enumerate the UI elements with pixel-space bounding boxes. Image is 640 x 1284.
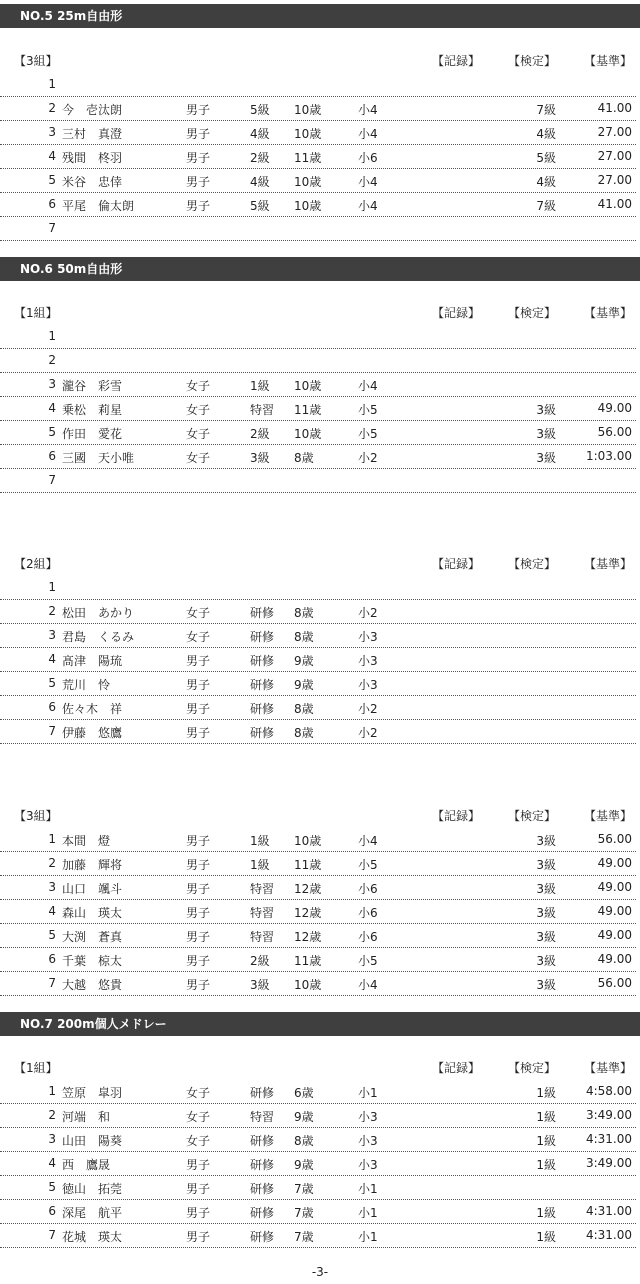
age: 10歳 [294,978,322,992]
lane-number: 3 [48,1132,56,1146]
level: 研修 [250,654,275,668]
sex: 男子 [186,978,211,992]
sex: 男子 [186,1182,211,1196]
swimmer-name: 深尾 航平 [62,1206,123,1220]
table-row [0,420,636,445]
table-row [0,168,636,193]
sex: 男子 [186,906,211,920]
swimmer-name: 千葉 椋太 [62,954,123,968]
sex: 女子 [186,451,211,465]
sex: 女子 [186,379,211,393]
lane-number: 6 [48,952,56,966]
age: 8歳 [294,606,314,620]
age: 8歳 [294,702,314,716]
age: 10歳 [294,103,322,117]
table-row [0,348,636,373]
sex: 男子 [186,954,211,968]
test-level: 3級 [536,858,556,872]
standard-time: 49.00 [597,952,632,966]
table-row [0,599,636,624]
test-level: 1級 [536,1110,556,1124]
standard-time: 41.00 [597,101,632,115]
group-name: 【1組】 [14,306,58,320]
sex: 女子 [186,427,211,441]
sex: 男子 [186,858,211,872]
level: 2級 [250,954,270,968]
standard-header: 【基準】 [584,306,633,320]
swimmer-name: 山口 颯斗 [62,882,123,896]
level: 特習 [250,1110,275,1124]
lane-number: 5 [48,676,56,690]
lane-number: 1 [48,329,56,343]
swimmer-name: 森山 瑛太 [62,906,123,920]
swimmer-name: 三國 天小唯 [62,451,135,465]
level: 研修 [250,1230,275,1244]
lane-number: 7 [48,221,56,235]
lane-number: 3 [48,125,56,139]
event-title: NO.5 25m自由形 [20,9,123,23]
swimmer-name: 伊藤 悠鷹 [62,726,123,740]
school-grade: 小3 [358,1158,378,1172]
level: 研修 [250,1134,275,1148]
age: 11歳 [294,151,322,165]
standard-time: 4:58.00 [585,1084,632,1098]
table-row [0,671,636,696]
table-row [0,96,636,121]
age: 12歳 [294,930,322,944]
school-grade: 小6 [358,930,378,944]
lane-number: 2 [48,353,56,367]
level: 3級 [250,451,270,465]
test-level: 3級 [536,954,556,968]
school-grade: 小2 [358,702,378,716]
school-grade: 小1 [358,1230,378,1244]
sex: 女子 [186,403,211,417]
level: 4級 [250,127,270,141]
lane-number: 2 [48,1108,56,1122]
level: 5級 [250,199,270,213]
group-header [0,803,640,827]
swimmer-name: 大渕 蒼真 [62,930,123,944]
table-row [0,971,636,996]
lane-number: 5 [48,1180,56,1194]
table-row [0,144,636,169]
test-level: 3級 [536,451,556,465]
sex: 女子 [186,630,211,644]
table-row [0,1127,636,1152]
table-row [0,1151,636,1176]
lane-number: 4 [48,149,56,163]
standard-header: 【基準】 [584,557,633,571]
table-row [0,899,636,924]
table-row [0,1175,636,1200]
level: 4級 [250,175,270,189]
level: 研修 [250,606,275,620]
lane-number: 4 [48,1156,56,1170]
table-row [0,468,636,493]
school-grade: 小6 [358,906,378,920]
lane-number: 3 [48,377,56,391]
lane-number: 4 [48,904,56,918]
test-level: 3級 [536,906,556,920]
group-name: 【2組】 [14,557,58,571]
age: 8歳 [294,630,314,644]
level: 研修 [250,1158,275,1172]
lane-number: 1 [48,1084,56,1098]
age: 9歳 [294,1110,314,1124]
swimmer-name: 瀧谷 彩雪 [62,379,123,393]
group-header [0,48,640,72]
test-level: 1級 [536,1158,556,1172]
swimmer-name: 河端 和 [62,1110,111,1124]
group-name: 【3組】 [14,54,58,68]
level: 研修 [250,702,275,716]
test-level: 5級 [536,151,556,165]
test-level: 1級 [536,1230,556,1244]
lane-number: 2 [48,856,56,870]
swimmer-name: 笠原 皐羽 [62,1086,123,1100]
lane-number: 6 [48,700,56,714]
age: 7歳 [294,1206,314,1220]
group-header [0,1055,640,1079]
swimmer-name: 佐々木 祥 [62,702,123,716]
swimmer-name: 大越 悠貴 [62,978,123,992]
age: 9歳 [294,654,314,668]
table-row [0,695,636,720]
table-row [0,216,636,241]
table-row [0,719,636,744]
sex: 男子 [186,930,211,944]
school-grade: 小6 [358,882,378,896]
level: 研修 [250,630,275,644]
age: 12歳 [294,882,322,896]
swimmer-name: 作田 愛花 [62,427,123,441]
test-header: 【検定】 [508,557,557,571]
test-header: 【検定】 [508,809,557,823]
lane-number: 2 [48,101,56,115]
swimmer-name: 三村 真澄 [62,127,123,141]
test-level: 7級 [536,199,556,213]
swimmer-name: 花城 瑛太 [62,1230,123,1244]
test-level: 1級 [536,1086,556,1100]
sex: 女子 [186,1134,211,1148]
school-grade: 小4 [358,834,378,848]
test-header: 【検定】 [508,1061,557,1075]
test-level: 3級 [536,882,556,896]
level: 1級 [250,858,270,872]
test-level: 4級 [536,175,556,189]
age: 8歳 [294,1134,314,1148]
school-grade: 小3 [358,1110,378,1124]
school-grade: 小4 [358,127,378,141]
age: 10歳 [294,199,322,213]
record-header: 【記録】 [432,1061,481,1075]
event-title-bar [0,257,640,281]
age: 8歳 [294,451,314,465]
age: 7歳 [294,1182,314,1196]
lane-number: 1 [48,77,56,91]
standard-time: 4:31.00 [585,1132,632,1146]
table-row [0,396,636,421]
sex: 男子 [186,726,211,740]
standard-time: 27.00 [597,149,632,163]
age: 10歳 [294,379,322,393]
table-row [0,575,636,600]
school-grade: 小2 [358,606,378,620]
level: 1級 [250,379,270,393]
record-header: 【記録】 [432,809,481,823]
lane-number: 3 [48,880,56,894]
school-grade: 小4 [358,379,378,393]
test-level: 1級 [536,1134,556,1148]
group-name: 【3組】 [14,809,58,823]
lane-number: 1 [48,580,56,594]
swimmer-name: 平尾 倫太朗 [62,199,135,213]
test-level: 3級 [536,978,556,992]
sex: 男子 [186,882,211,896]
record-header: 【記録】 [432,557,481,571]
sex: 男子 [186,1158,211,1172]
table-row [0,192,636,217]
sex: 男子 [186,654,211,668]
sex: 男子 [186,175,211,189]
level: 特習 [250,882,275,896]
level: 研修 [250,726,275,740]
level: 3級 [250,978,270,992]
table-row [0,1199,636,1224]
level: 特習 [250,403,275,417]
table-row [0,444,636,469]
standard-header: 【基準】 [584,1061,633,1075]
standard-time: 56.00 [597,976,632,990]
event-title: NO.6 50m自由形 [20,262,123,276]
test-level: 3級 [536,403,556,417]
lane-number: 7 [48,976,56,990]
age: 7歳 [294,1230,314,1244]
event-title: NO.7 200m個人メドレー [20,1017,167,1031]
age: 11歳 [294,954,322,968]
age: 10歳 [294,127,322,141]
table-row [0,1103,636,1128]
swimmer-name: 米谷 忠倖 [62,175,123,189]
age: 11歳 [294,403,322,417]
standard-time: 49.00 [597,856,632,870]
standard-time: 27.00 [597,173,632,187]
sex: 女子 [186,606,211,620]
table-row [0,827,636,852]
table-row [0,1223,636,1248]
sex: 男子 [186,678,211,692]
age: 10歳 [294,834,322,848]
lane-number: 7 [48,473,56,487]
swimmer-name: 本間 燈 [62,834,111,848]
swimmer-name: 残間 柊羽 [62,151,123,165]
test-level: 3級 [536,930,556,944]
age: 11歳 [294,858,322,872]
test-level: 7級 [536,103,556,117]
level: 1級 [250,834,270,848]
lane-number: 4 [48,652,56,666]
age: 10歳 [294,175,322,189]
school-grade: 小4 [358,978,378,992]
standard-time: 56.00 [597,425,632,439]
school-grade: 小3 [358,1134,378,1148]
school-grade: 小5 [358,427,378,441]
level: 5級 [250,103,270,117]
swimmer-name: 西 鷹晟 [62,1158,111,1172]
lane-number: 3 [48,628,56,642]
school-grade: 小2 [358,451,378,465]
level: 2級 [250,151,270,165]
lane-number: 7 [48,724,56,738]
level: 研修 [250,1086,275,1100]
standard-time: 4:31.00 [585,1204,632,1218]
lane-number: 4 [48,401,56,415]
school-grade: 小3 [358,630,378,644]
school-grade: 小5 [358,954,378,968]
table-row [0,1079,636,1104]
test-level: 3級 [536,834,556,848]
test-level: 1級 [536,1206,556,1220]
table-row [0,875,636,900]
page-number: -3- [311,1265,329,1279]
sex: 男子 [186,702,211,716]
sex: 男子 [186,151,211,165]
standard-time: 41.00 [597,197,632,211]
school-grade: 小4 [358,103,378,117]
school-grade: 小2 [358,726,378,740]
sex: 男子 [186,834,211,848]
standard-time: 49.00 [597,904,632,918]
standard-time: 3:49.00 [585,1156,632,1170]
sex: 男子 [186,1230,211,1244]
sex: 女子 [186,1110,211,1124]
school-grade: 小1 [358,1182,378,1196]
standard-time: 49.00 [597,401,632,415]
level: 特習 [250,906,275,920]
table-row [0,372,636,397]
test-header: 【検定】 [508,54,557,68]
age: 9歳 [294,678,314,692]
event-title-bar [0,4,640,28]
standard-time: 49.00 [597,928,632,942]
lane-number: 6 [48,197,56,211]
level: 研修 [250,1182,275,1196]
record-header: 【記録】 [432,306,481,320]
age: 10歳 [294,427,322,441]
lane-number: 7 [48,1228,56,1242]
standard-time: 4:31.00 [585,1228,632,1242]
table-row [0,72,636,97]
table-row [0,324,636,349]
lane-number: 5 [48,928,56,942]
sex: 男子 [186,199,211,213]
level: 研修 [250,1206,275,1220]
table-row [0,851,636,876]
lane-number: 1 [48,832,56,846]
lane-number: 6 [48,449,56,463]
test-header: 【検定】 [508,306,557,320]
group-name: 【1組】 [14,1061,58,1075]
lane-number: 6 [48,1204,56,1218]
lane-number: 5 [48,173,56,187]
standard-time: 49.00 [597,880,632,894]
record-header: 【記録】 [432,54,481,68]
swimmer-name: 徳山 拓莞 [62,1182,123,1196]
swimmer-name: 君島 くるみ [62,630,135,644]
sex: 男子 [186,1206,211,1220]
lane-number: 2 [48,604,56,618]
sex: 女子 [186,1086,211,1100]
swimmer-name: 乗松 莉星 [62,403,123,417]
standard-time: 56.00 [597,832,632,846]
school-grade: 小1 [358,1086,378,1100]
swimmer-name: 加藤 輝将 [62,858,123,872]
school-grade: 小3 [358,678,378,692]
level: 特習 [250,930,275,944]
event-title-bar [0,1012,640,1036]
standard-time: 1:03.00 [585,449,632,463]
lane-number: 5 [48,425,56,439]
swimmer-name: 髙津 陽琉 [62,654,123,668]
school-grade: 小6 [358,151,378,165]
level: 2級 [250,427,270,441]
swimmer-name: 今 壱汰朗 [62,103,123,117]
test-level: 4級 [536,127,556,141]
standard-time: 27.00 [597,125,632,139]
swimmer-name: 荒川 怜 [62,678,111,692]
swimmer-name: 松田 あかり [62,606,135,620]
school-grade: 小1 [358,1206,378,1220]
level: 研修 [250,678,275,692]
standard-header: 【基準】 [584,54,633,68]
group-header [0,300,640,324]
sex: 男子 [186,103,211,117]
standard-time: 3:49.00 [585,1108,632,1122]
age: 6歳 [294,1086,314,1100]
table-row [0,120,636,145]
test-level: 3級 [536,427,556,441]
table-row [0,623,636,648]
group-header [0,551,640,575]
school-grade: 小5 [358,403,378,417]
swimmer-name: 山田 陽葵 [62,1134,123,1148]
school-grade: 小4 [358,175,378,189]
school-grade: 小3 [358,654,378,668]
table-row [0,947,636,972]
sex: 男子 [186,127,211,141]
table-row [0,923,636,948]
age: 8歳 [294,726,314,740]
age: 12歳 [294,906,322,920]
school-grade: 小4 [358,199,378,213]
standard-header: 【基準】 [584,809,633,823]
table-row [0,647,636,672]
age: 9歳 [294,1158,314,1172]
school-grade: 小5 [358,858,378,872]
